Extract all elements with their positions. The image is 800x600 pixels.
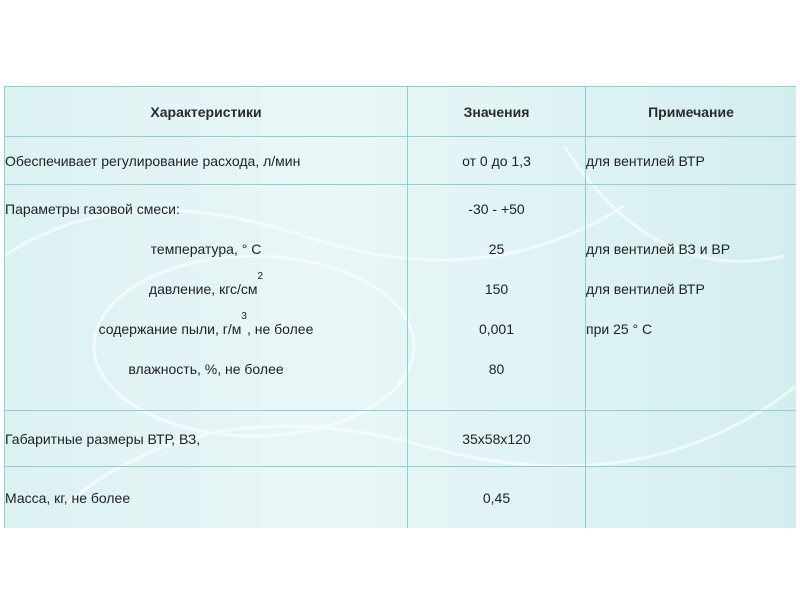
row-mass-characteristic: Масса, кг, не более — [5, 467, 408, 529]
spec-table — [4, 86, 796, 528]
row-dimensions-characteristic: Габаритные размеры ВТР, ВЗ, — [5, 411, 408, 467]
header-values: Значения — [408, 87, 586, 137]
gas-mixture-label: Параметры газовой смеси: — [5, 201, 180, 217]
row-flow-value: от 0 до 1,3 — [408, 137, 586, 185]
table-row — [5, 467, 797, 529]
pressure-label: давление, кгс/$см^2$ — [148, 271, 264, 297]
row-dimensions-value: 35x58x120 — [408, 411, 586, 467]
temperature-label: температура, ° С — [150, 241, 262, 257]
note-25c: при 25 ° С — [586, 321, 653, 337]
table-header-row — [5, 87, 797, 137]
pressure-value: 25 — [488, 241, 505, 257]
header-note: Примечание — [586, 87, 797, 137]
note-vtr: для вентилей ВТР — [586, 281, 705, 297]
row-flow-note: для вентилей ВТР — [586, 137, 797, 185]
row-dimensions-note — [586, 411, 797, 467]
row-mass-note — [586, 467, 797, 529]
dust-content-label: содержание пыли, $г/м^3$, не более — [98, 311, 314, 337]
row-gas-mixture-notes — [586, 185, 797, 411]
header-characteristics: Характеристики — [5, 87, 408, 137]
note-vz-vr: для вентилей ВЗ и ВР — [586, 241, 731, 257]
table-row — [5, 411, 797, 467]
temperature-value: -30 - +50 — [468, 201, 525, 217]
table-row — [5, 185, 797, 411]
table-row — [5, 137, 797, 185]
dust-value: 150 — [484, 281, 509, 297]
row-gas-mixture-characteristic — [5, 185, 408, 411]
row-mass-value: 0,45 — [408, 467, 586, 529]
spec-table-container — [4, 86, 796, 528]
extra-value: 80 — [488, 361, 505, 377]
humidity-label: влажность, %, не более — [128, 361, 284, 377]
row-gas-mixture-values — [408, 185, 586, 411]
humidity-value: 0,001 — [478, 321, 515, 337]
row-flow-characteristic: Обеспечивает регулирование расхода, л/мин — [5, 137, 408, 185]
